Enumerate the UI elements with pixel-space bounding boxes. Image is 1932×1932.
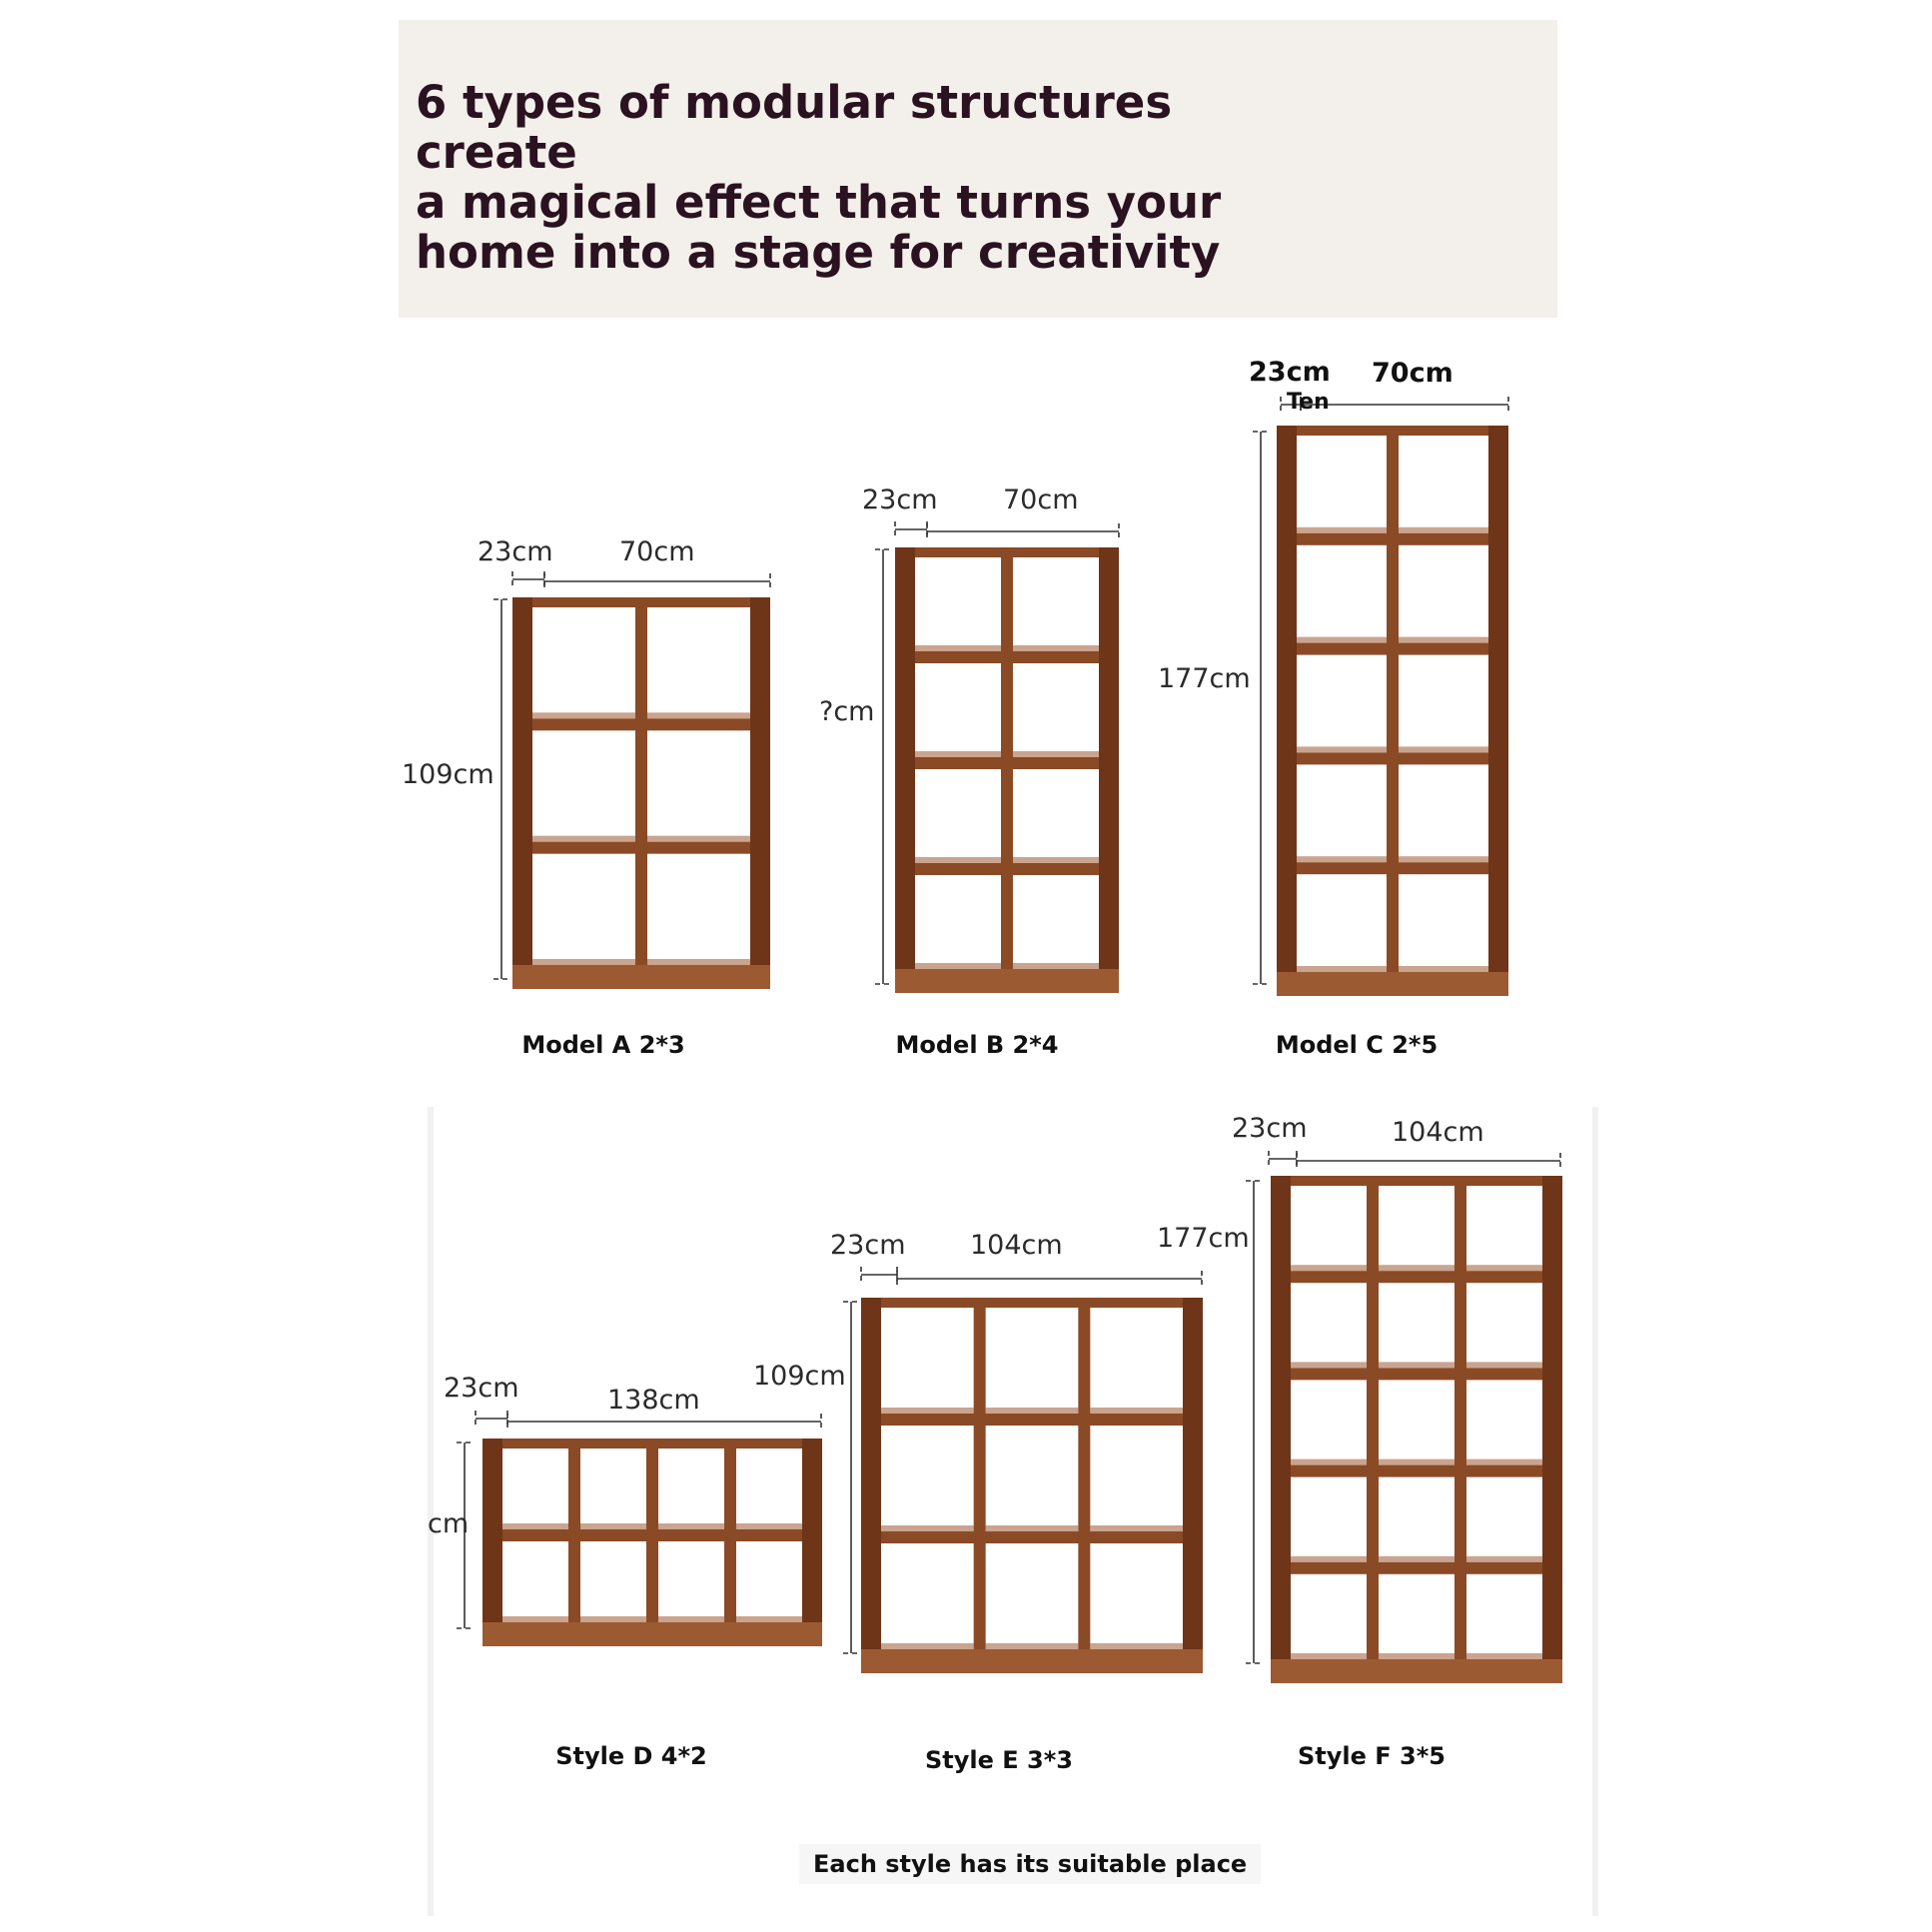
- shelf-board-shadow: [1379, 1265, 1454, 1271]
- model-c-width-label: 70cm: [1372, 358, 1453, 389]
- shelf-side-panel: [1277, 426, 1297, 996]
- shelf-cubby: [1297, 545, 1387, 643]
- shelf-side-panel: [483, 1439, 502, 1646]
- shelf-cubby: [1399, 655, 1488, 753]
- shelf-base: [861, 1649, 1203, 1673]
- shelf-side-panel: [861, 1298, 881, 1673]
- style-f-height-label: 177cm: [1157, 1223, 1250, 1254]
- shelf-board-shadow: [986, 1525, 1079, 1531]
- shelf-board-shadow: [881, 1643, 974, 1649]
- model-b-caption: Model B 2*4: [895, 1031, 1059, 1059]
- shelf-model-a: [512, 597, 770, 989]
- shelf-board-shadow: [1291, 1653, 1367, 1659]
- style-d-depth-label: 23cm: [444, 1373, 519, 1404]
- shelf-board-shadow: [502, 1523, 568, 1529]
- shelf-board-shadow: [532, 712, 635, 718]
- shelf-board-shadow: [915, 857, 1001, 863]
- shelf-board-shadow: [1466, 1362, 1542, 1368]
- shelf-cubby: [1013, 557, 1099, 651]
- shelf-board-shadow: [1291, 1265, 1367, 1271]
- shelf-cubby: [647, 854, 750, 965]
- shelf-board-shadow: [986, 1643, 1079, 1649]
- shelf-cubby: [647, 730, 750, 841]
- shelf-cubby: [736, 1541, 802, 1622]
- shelf-cubby: [1399, 545, 1488, 643]
- shelf-side-panel: [1099, 547, 1119, 993]
- shelf-board-shadow: [658, 1616, 724, 1622]
- shelf-cubby: [580, 1449, 646, 1529]
- shelf-cubby: [986, 1426, 1079, 1531]
- shelf-board-shadow: [1013, 963, 1099, 969]
- shelf-board-shadow: [1379, 1556, 1454, 1562]
- shelf-style-e: [861, 1298, 1203, 1673]
- shelf-board-shadow: [1013, 751, 1099, 757]
- shelf-cubby: [986, 1543, 1079, 1649]
- model-b-width-label: 70cm: [1003, 484, 1079, 515]
- shelf-cubby: [881, 1426, 974, 1531]
- shelf-board-shadow: [580, 1523, 646, 1529]
- shelf-board-shadow: [1090, 1525, 1183, 1531]
- shelf-cubby: [1379, 1574, 1454, 1659]
- shelf-cubby: [915, 557, 1001, 651]
- shelf-board-shadow: [1297, 637, 1387, 643]
- shelf-cubby: [1090, 1543, 1183, 1649]
- shelf-board-shadow: [1466, 1653, 1542, 1659]
- style-f-depth-label: 23cm: [1232, 1113, 1308, 1144]
- model-c-caption: Model C 2*5: [1275, 1031, 1439, 1059]
- shelf-cubby: [647, 607, 750, 718]
- shelf-cubby: [736, 1449, 802, 1529]
- shelf-cubby: [1090, 1426, 1183, 1531]
- shelf-board-shadow: [647, 712, 750, 718]
- shelf-cubby: [1466, 1186, 1542, 1271]
- shelf-base: [1271, 1659, 1562, 1683]
- shelf-cubby: [658, 1449, 724, 1529]
- shelf-side-panel: [750, 597, 770, 989]
- shelf-cubby: [915, 663, 1001, 757]
- shelf-board-shadow: [1291, 1556, 1367, 1562]
- shelf-style-f: [1271, 1176, 1562, 1683]
- style-e-width-label: 104cm: [970, 1230, 1063, 1261]
- shelf-base: [1277, 972, 1508, 996]
- shelf-board-shadow: [986, 1408, 1079, 1414]
- shelf-board-shadow: [915, 963, 1001, 969]
- shelf-board-shadow: [532, 959, 635, 965]
- shelf-side-panel: [1271, 1176, 1291, 1683]
- shelf-cubby: [1297, 655, 1387, 753]
- model-a-width-label: 70cm: [619, 536, 695, 567]
- shelf-board-shadow: [1291, 1362, 1367, 1368]
- shelf-cubby: [1379, 1477, 1454, 1562]
- shelf-cubby: [1466, 1574, 1542, 1659]
- shelf-cubby: [915, 875, 1001, 969]
- shelf-cubby: [1379, 1186, 1454, 1271]
- shelf-board-shadow: [1399, 527, 1488, 533]
- style-e-caption: Style E 3*3: [925, 1746, 1073, 1774]
- shelf-side-panel: [802, 1439, 822, 1646]
- shelf-cubby: [532, 854, 635, 965]
- shelf-cubby: [1291, 1380, 1367, 1464]
- shelf-cubby: [1013, 769, 1099, 863]
- shelf-cubby: [658, 1541, 724, 1622]
- shelf-board-shadow: [1399, 966, 1488, 972]
- shelf-cubby: [1466, 1283, 1542, 1368]
- shelf-base: [895, 969, 1119, 993]
- shelf-board-shadow: [502, 1616, 568, 1622]
- shelf-board-shadow: [580, 1616, 646, 1622]
- model-c-height-label: 177cm: [1158, 663, 1251, 694]
- shelf-board-shadow: [658, 1523, 724, 1529]
- shelf-board-shadow: [1291, 1459, 1367, 1465]
- shelf-board-shadow: [1013, 857, 1099, 863]
- shelf-side-panel: [512, 597, 532, 989]
- shelf-cubby: [881, 1543, 974, 1649]
- style-d-caption: Style D 4*2: [555, 1742, 707, 1770]
- shelf-cubby: [532, 730, 635, 841]
- model-a-depth-label: 23cm: [478, 536, 553, 567]
- shelf-board-shadow: [1466, 1459, 1542, 1465]
- shelf-cubby: [1013, 875, 1099, 969]
- shelf-board-shadow: [736, 1523, 802, 1529]
- shelf-board-shadow: [1090, 1408, 1183, 1414]
- shelf-model-c: [1277, 426, 1508, 996]
- shelf-cubby: [502, 1541, 568, 1622]
- shelf-cubby: [881, 1308, 974, 1414]
- shelf-cubby: [1291, 1283, 1367, 1368]
- shelf-cubby: [1399, 436, 1488, 533]
- shelf-board-shadow: [532, 836, 635, 842]
- shelf-board-shadow: [1013, 645, 1099, 651]
- shelf-board-shadow: [647, 959, 750, 965]
- shelf-cubby: [532, 607, 635, 718]
- headline-line-1: 6 types of modular structures create: [416, 76, 1173, 179]
- shelf-board-shadow: [1399, 746, 1488, 752]
- shelf-model-b: [895, 547, 1119, 993]
- footer-note: Each style has its suitable place: [799, 1844, 1261, 1884]
- shelf-board-shadow: [1466, 1556, 1542, 1562]
- shelf-board-shadow: [736, 1616, 802, 1622]
- shelf-cubby: [915, 769, 1001, 863]
- style-e-depth-label: 23cm: [830, 1230, 906, 1261]
- shelf-cubby: [1297, 436, 1387, 533]
- shelf-base: [483, 1622, 822, 1646]
- headline-line-3: home into a stage for creativity: [416, 226, 1221, 279]
- shelf-style-d: [483, 1439, 822, 1646]
- shelf-side-panel: [1488, 426, 1508, 996]
- style-f-caption: Style F 3*5: [1298, 1742, 1446, 1770]
- model-b-depth-label: 23cm: [862, 484, 938, 515]
- shelf-side-panel: [1183, 1298, 1203, 1673]
- shelf-side-panel: [895, 547, 915, 993]
- shelf-board-shadow: [1466, 1265, 1542, 1271]
- shelf-board-shadow: [881, 1525, 974, 1531]
- shelf-cubby: [1466, 1380, 1542, 1464]
- shelf-board-shadow: [1297, 746, 1387, 752]
- shelf-board-shadow: [915, 645, 1001, 651]
- shelf-board-shadow: [1379, 1653, 1454, 1659]
- shelf-side-panel: [1542, 1176, 1562, 1683]
- shelf-cubby: [1379, 1283, 1454, 1368]
- shelf-cubby: [1466, 1477, 1542, 1562]
- shelf-cubby: [1399, 874, 1488, 972]
- shelf-board-shadow: [1090, 1643, 1183, 1649]
- shelf-board-shadow: [1379, 1362, 1454, 1368]
- shelf-cubby: [580, 1541, 646, 1622]
- shelf-cubby: [986, 1308, 1079, 1414]
- shelf-board-shadow: [1379, 1459, 1454, 1465]
- model-a-caption: Model A 2*3: [521, 1031, 685, 1059]
- model-b-height-label: ?cm: [819, 696, 875, 727]
- shelf-board-shadow: [915, 751, 1001, 757]
- shelf-cubby: [1013, 663, 1099, 757]
- shelf-board-shadow: [647, 836, 750, 842]
- model-a-height-label: 109cm: [402, 759, 494, 790]
- headline-line-2: a magical effect that turns your: [416, 176, 1222, 229]
- shelf-board-shadow: [1297, 856, 1387, 862]
- shelf-cubby: [1291, 1477, 1367, 1562]
- shelf-board-shadow: [1399, 856, 1488, 862]
- style-f-width-label: 104cm: [1392, 1117, 1484, 1148]
- shelf-cubby: [502, 1449, 568, 1529]
- style-e-height-label: 109cm: [753, 1361, 846, 1392]
- shelf-cubby: [1297, 764, 1387, 862]
- style-d-height-label: cm: [428, 1508, 470, 1539]
- shelf-base: [512, 965, 770, 989]
- shelf-board-shadow: [1297, 966, 1387, 972]
- shelf-board-shadow: [1297, 527, 1387, 533]
- shelf-cubby: [1291, 1574, 1367, 1659]
- model-c-extra-label: Ten: [1287, 390, 1330, 415]
- shelf-cubby: [1297, 874, 1387, 972]
- shelf-cubby: [1090, 1308, 1183, 1414]
- shelf-cubby: [1291, 1186, 1367, 1271]
- shelf-board-shadow: [881, 1408, 974, 1414]
- shelf-cubby: [1379, 1380, 1454, 1464]
- shelf-cubby: [1399, 764, 1488, 862]
- style-d-width-label: 138cm: [607, 1385, 700, 1416]
- model-c-depth-label: 23cm: [1249, 357, 1331, 388]
- shelf-board-shadow: [1399, 637, 1488, 643]
